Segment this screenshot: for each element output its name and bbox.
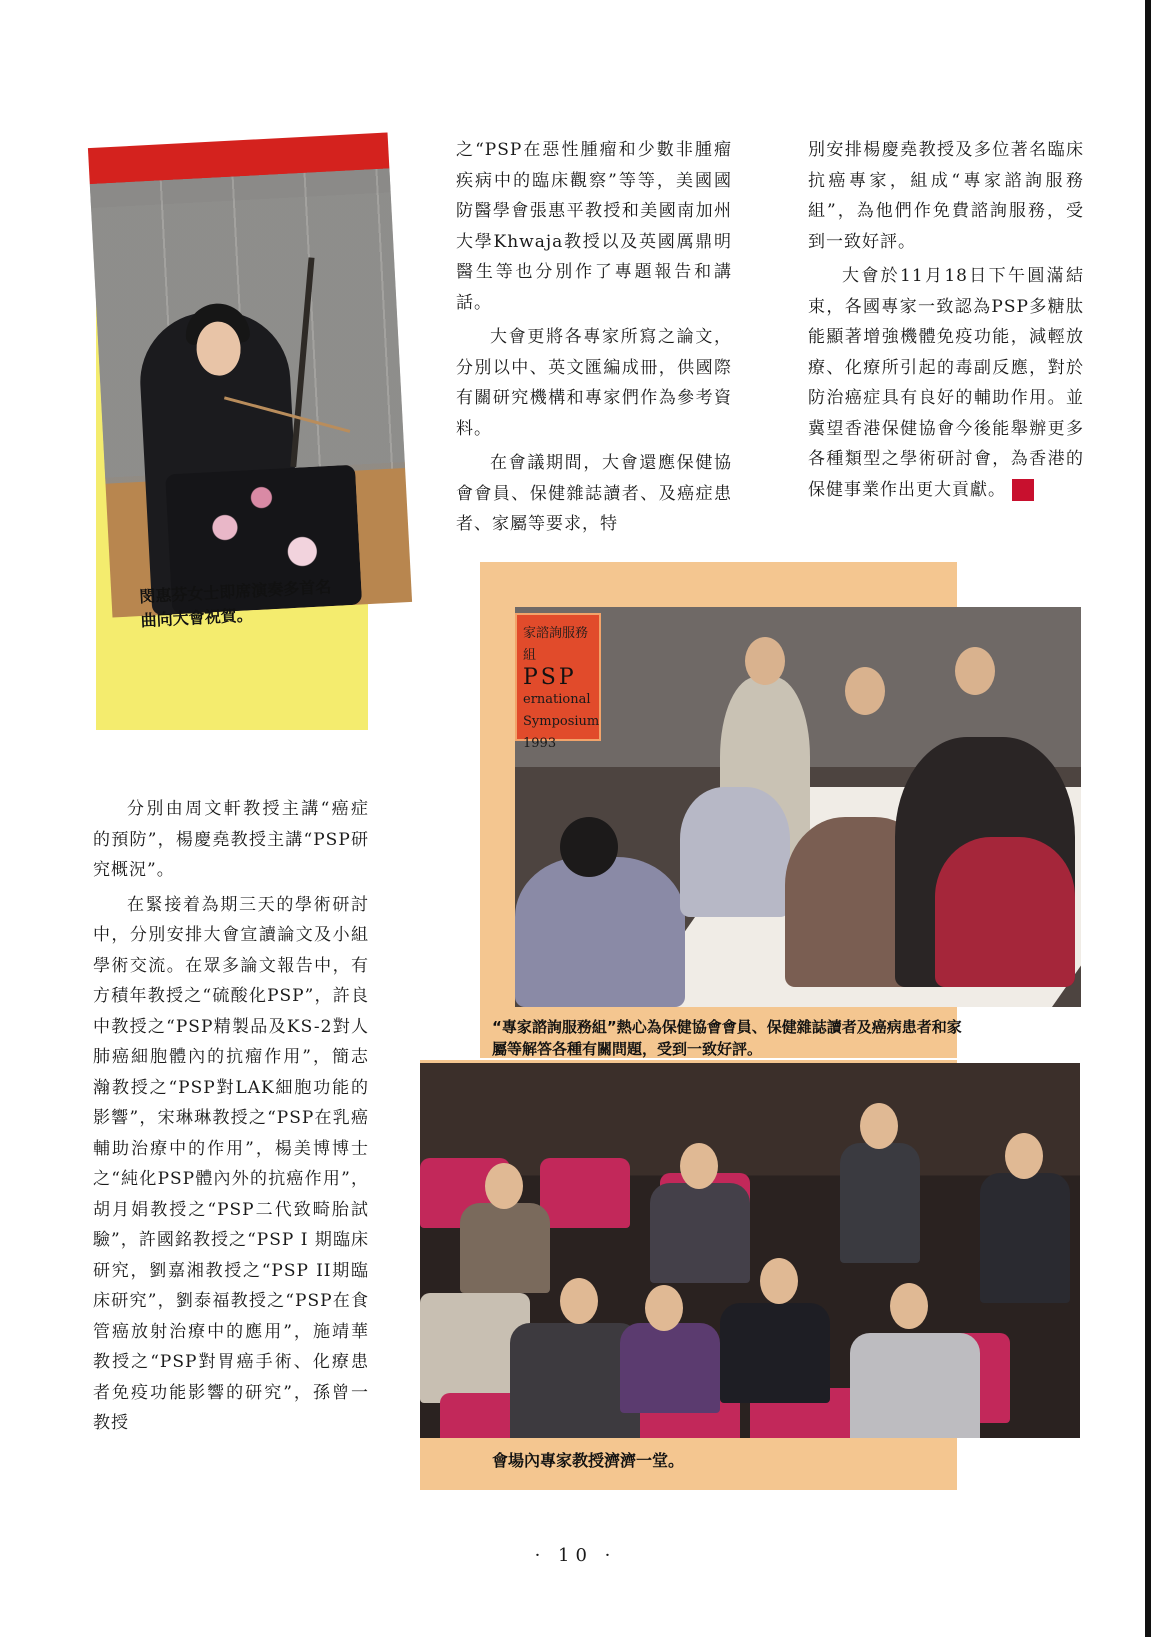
seated-woman-hair [560,817,618,877]
attendee-woman [460,1203,550,1293]
paragraph: 大會更將各專家所寫之論文，分別以中、英文匯編成冊，供國際有關研究機構和專家們作為參考資料。 [456,327,732,439]
paragraph: 分別由周文軒教授主講“癌症的預防”，楊慶堯教授主講“PSP研究概況”。 [93,799,369,880]
attendee-man [720,1303,830,1403]
article-column-middle [456,135,732,544]
attendee-head [560,1278,598,1324]
attendee-head [645,1285,683,1331]
attendee [680,787,790,917]
banner-line: ernational [523,692,591,707]
paragraph: 在緊接着為期三天的學術研討中，分別安排大會宣讀論文及小組學術交流。在眾多論文報告中，有方積年教授之“硫酸化PSP”，許良中教授之“PSP精製品及KS-2對人肺癌細胞體內的抗瘤作用”，簡志瀚教授之“PSP對LAK細胞功能的影響”，宋琳琳教授之“PSP在乳癌輔助治療中的作用”，楊美博博士之“純化PSP體內外的抗癌作用”，胡月娟教授之“PSP二代致畸胎試驗”，許國銘教授之“PSP I 期臨床研究，劉嘉湘教授之“PSP II期臨床研究”，劉泰福教授之“PSP在食管癌放射治療中的應用”，施靖華教授之“PSP對胃癌手術、化療患者免疫功能影響的研究”，孫曾一教授 [93,894,369,1433]
article-column-left [93,794,369,1443]
paragraph: 別安排楊慶堯教授及多位著名臨床抗癌專家，組成“專家諮詢服務組”，為他們作免費諮詢服務，受到一致好評。 [808,140,1084,252]
page-edge [1145,0,1151,1637]
attendee-head [760,1258,798,1304]
attendee-man [980,1173,1070,1303]
photo-audience-hall [420,1063,1080,1438]
attendee-head [860,1103,898,1149]
attendee-woman [620,1323,720,1413]
attendee-man [840,1143,920,1263]
attendee-man [650,1183,750,1283]
attendee-head [955,647,995,695]
auditorium-seat [540,1158,630,1228]
photo-consultation-group [515,607,1081,1007]
photo1-caption: 閔惠芬女士即席演奏多首名曲向大會祝賀。 [138,577,332,631]
photo-erhu-performer [88,132,412,617]
attendee [935,837,1075,987]
photo3-caption: 會場內專家教授濟濟一堂。 [492,1451,685,1470]
banner-line: Symposium 1993 [523,714,600,751]
article-column-right [808,135,1084,509]
page-number: · 10 · [534,1545,617,1566]
paragraph-text: 大會於11月18日下午圓滿結束，各國專家一致認為PSP多糖肽能顯著增強機體免疫功能，減輕放療、化療所引起的毒副反應，對於防治癌症具有良好的輔助作用。並冀望香港保健協會今後能舉辦更多各種類型之學術研討會，為香港的保健事業作出更大貢獻。 [808,266,1084,500]
paragraph: 在會議期間，大會還應保健協會會員、保健雜誌讀者、及癌症患者、家屬等要求，特 [456,453,732,534]
attendee-head [485,1163,523,1209]
paragraph: 之“PSP在惡性腫瘤和少數非腫瘤疾病中的臨床觀察”等等，美國國防醫學會張惠平教授和美國南加州大學Khwaja教授以及英國厲鼎明醫生等也分別作了專題報告和講話。 [456,140,732,313]
end-seal-icon: ■ [1012,479,1034,501]
attendee-head [845,667,885,715]
attendee-head [1005,1133,1043,1179]
attendee-head [890,1283,928,1329]
photo2-caption: “專家諮詢服務組”熱心為保健協會會員、保健雜誌讀者及癌病患者和家屬等解答各種有關問題，受到一致好評。 [492,1018,962,1058]
symposium-banner [515,613,601,751]
paragraph [808,261,1084,505]
attendee-man [850,1333,980,1438]
standing-man-head [745,637,785,685]
banner-line: 家諮詢服務組 [523,626,589,663]
attendee-head [680,1143,718,1189]
seated-woman [515,857,685,1007]
banner-line: PSP [523,665,577,690]
